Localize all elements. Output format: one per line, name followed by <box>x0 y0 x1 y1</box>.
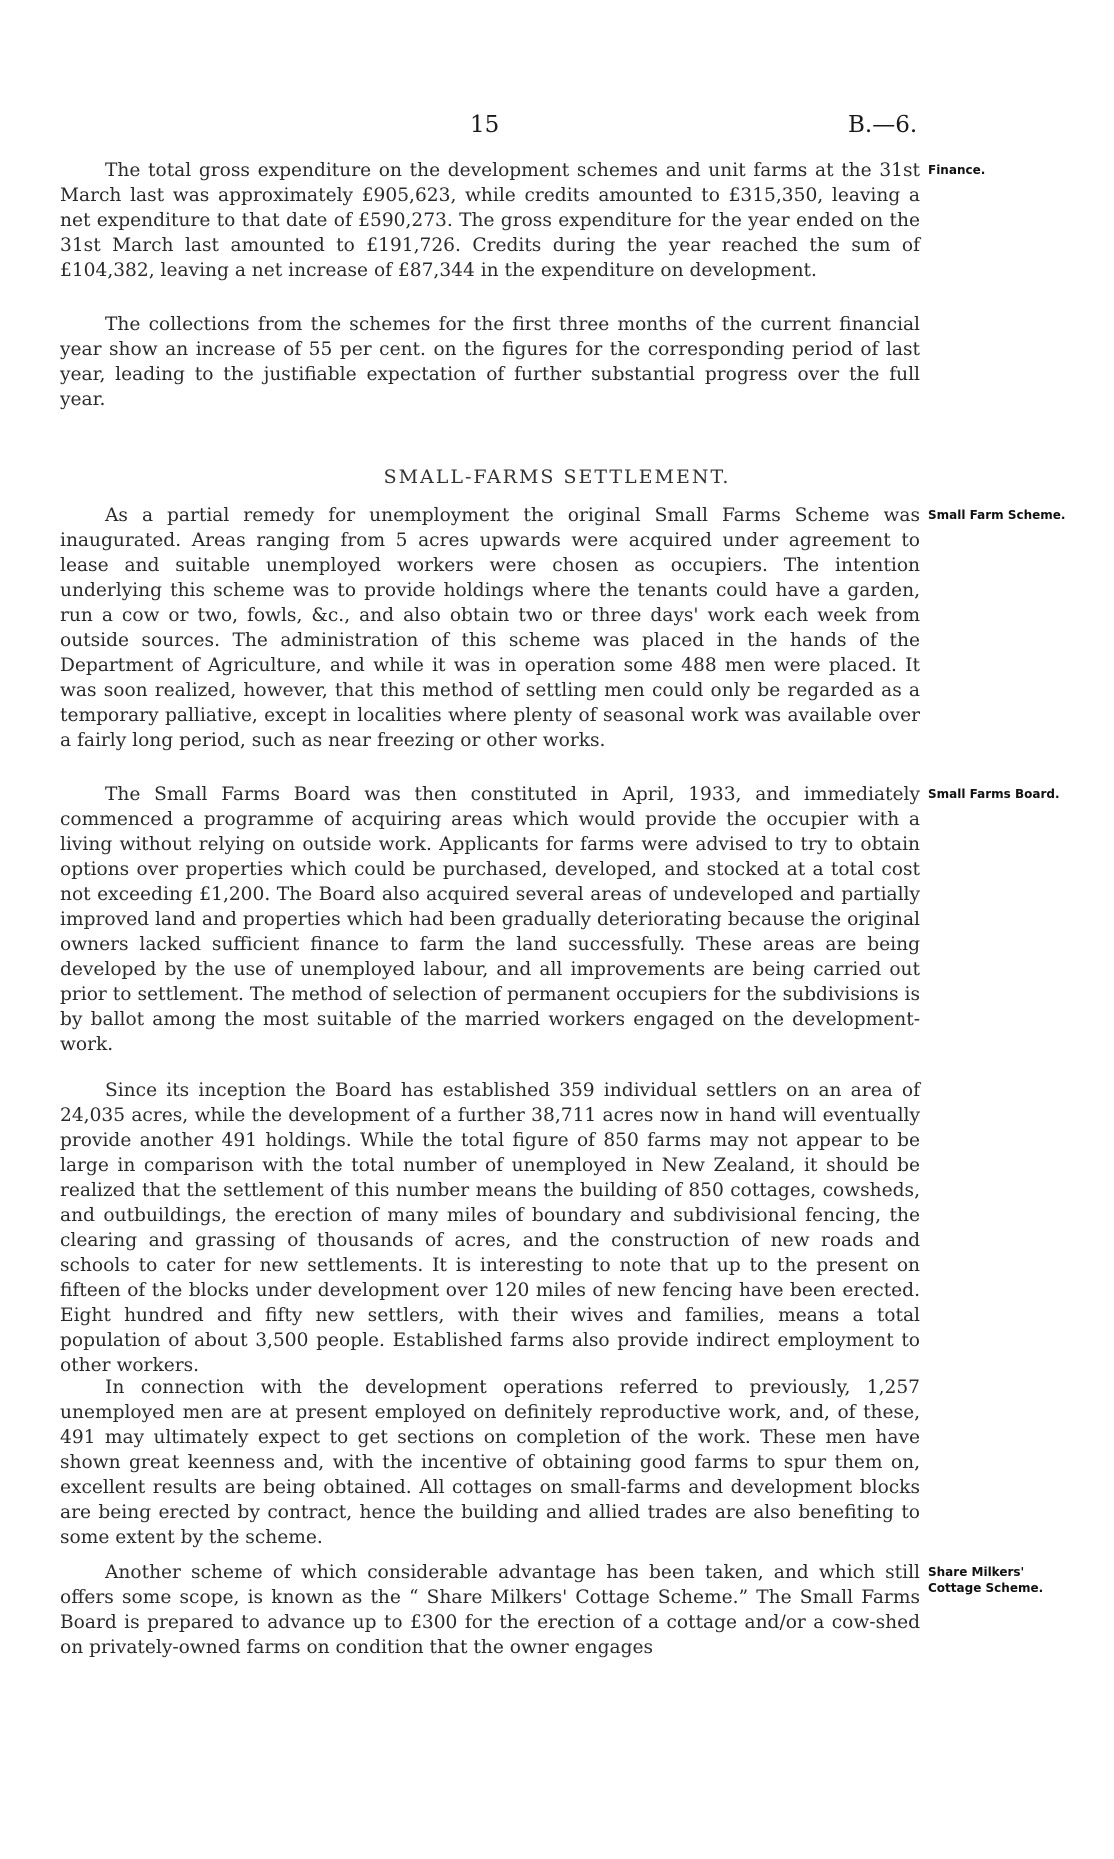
small-farms-paragraph-5: Another scheme of which considerable advantage has been taken, and which still offers some scope, is known as the “ Share Milkers' Cottage Scheme.” The Small Farms Board is prepared to advance up to £300 for the erection of a cottage and/or a cow-shed on privately-owned farms on condition that the owner engages <box>60 1562 920 1658</box>
marginal-note-share-milkers-line-2: Cottage Scheme. <box>928 1581 1044 1595</box>
marginal-note-small-farm-scheme: Small Farm Scheme. <box>928 508 1066 522</box>
document-reference: B.—6. <box>848 112 918 138</box>
finance-paragraph-1: The total gross expenditure on the development schemes and unit farms at the 31st March last was approximately £905,623, while credits amounted to £315,350, leaving a net expenditure to that date of £590,273. The gross expenditure for the year ended on the 31st March last amounted to £191,726. Credits during the year reached the sum of £104,382, leaving a net increase of £87,344 in the expenditure on development. <box>60 160 920 281</box>
section-heading: SMALL-FARMS SETTLEMENT. <box>383 466 731 488</box>
page-number: 15 <box>470 112 500 138</box>
marginal-note-small-farms-board: Small Farms Board. <box>928 787 1060 801</box>
finance-paragraph-2: The collections from the schemes for the first three months of the current financial year show an increase of 55 per cent. on the figures for the corresponding period of last year, leading to the justifiable expectation of further substantial progress over the full year. <box>60 314 920 410</box>
marginal-note-share-milkers-line-1: Share Milkers' <box>928 1565 1025 1579</box>
marginal-note-share-milkers <box>928 1564 1108 1596</box>
small-farms-paragraph-3: Since its inception the Board has established 359 individual settlers on an area of 24,035 acres, while the development of a further 38,711 acres now in hand will eventually provide another 491 holdings. While the total figure of 850 farms may not appear to be large in comparison with the total number of unemployed in New Zealand, it should be realized that the settlement of this number means the building of 850 cottages, cowsheds, and outbuildings, the erection of many miles of boundary and subdivisional fencing, the clearing and grassing of thousands of acres, and the construction of new roads and schools to cater for new settlements. It is interesting to note that up to the present on fifteen of the blocks under development over 120 miles of new fencing have been erected. Eight hundred and fifty new settlers, with their wives and families, means a total population of about 3,500 people. Established farms also provide indirect employment to other workers. <box>60 1080 920 1376</box>
small-farms-paragraph-2: The Small Farms Board was then constituted in April, 1933, and immediately commenced a programme of acquiring areas which would provide the occupier with a living without relying on outside work. Applicants for farms were advised to try to obtain options over properties which could be purchased, developed, and stocked at a total cost not exceeding £1,200. The Board also acquired several areas of undeveloped and partially improved land and properties which had been gradually deteriorating because the original owners lacked sufficient finance to farm the land successfully. These areas are being developed by the use of unemployed labour, and all improvements are being carried out prior to settlement. The method of selection of permanent occupiers for the subdivisions is by ballot among the most suitable of the married workers engaged on the development-work. <box>60 784 920 1055</box>
marginal-note-finance: Finance. <box>928 163 986 177</box>
small-farms-paragraph-4: In connection with the development operations referred to previously, 1,257 unemployed men are at present employed on definitely reproductive work, and, of these, 491 may ultimately expect to get sections on completion of the work. These men have shown great keenness and, with the incentive of obtaining good farms to spur them on, excellent results are being obtained. All cottages on small-farms and development blocks are being erected by contract, hence the building and allied trades are also benefiting to some extent by the scheme. <box>60 1377 920 1548</box>
small-farms-paragraph-1: As a partial remedy for unemployment the original Small Farms Scheme was inaugurated. Areas ranging from 5 acres upwards were acquired under agreement to lease and suitable unemployed workers were chosen as occupiers. The intention underlying this scheme was to provide holdings where the tenants could have a garden, run a cow or two, fowls, &c., and also obtain two or three days' work each week from outside sources. The administration of this scheme was placed in the hands of the Department of Agriculture, and while it was in operation some 488 men were placed. It was soon realized, however, that this method of settling men could only be regarded as a temporary palliative, except in localities where plenty of seasonal work was available over a fairly long period, such as near freezing or other works. <box>60 505 920 751</box>
